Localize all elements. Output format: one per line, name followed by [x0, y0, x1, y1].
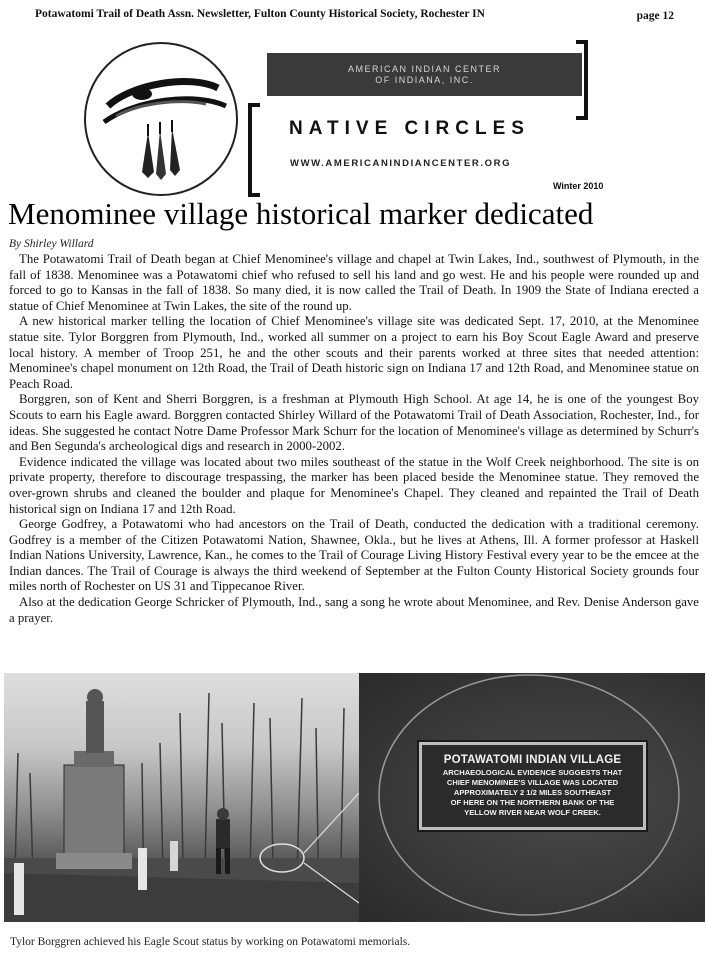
plaque-line: OF HERE ON THE NORTHERN BANK OF THE [450, 798, 615, 807]
article-body [9, 252, 699, 626]
historical-marker-plaque [419, 742, 646, 830]
feathers-logo-icon [84, 42, 238, 196]
page-number: page 12 [636, 10, 674, 22]
newsletter-header: Potawatomi Trail of Death Assn. Newsletter, Fulton County Historical Society, Rochester IN [35, 8, 485, 20]
article-byline: By Shirley Willard [9, 238, 94, 250]
article-paragraph: The Potawatomi Trail of Death began at Chief Menominee's village and chapel at Twin Lakes, Ind., southwest of Plymouth, in the fall of 1838. Menominee was a Potawatomi chief who refused to sell his land and go west. He and his people were rounded up and forced to go to Kansas in the fall of 1838. So many died, it is now called the Trail of Death. In 1909 the State of Indiana erected a statue of Chief Menominee at Twin Lakes, the site of the round up. [9, 252, 699, 313]
masthead-bracket-left [248, 103, 260, 197]
plaque-line: APPROXIMATELY 2 1/2 MILES SOUTHEAST [453, 788, 612, 797]
article-paragraph: George Godfrey, a Potawatomi who had ancestors on the Trail of Death, conducted the dedication with a traditional ceremony. Godfrey is a member of the Citizen Potawatomi Nation, Shawnee, Okla., but he lives at Athens, Ill. A former professor at Haskell Indian Nations University, Lawrence, Kan., he comes to the Trail of Courage Living History Festival every year to be the emcee at the Indian dances. The Trail of Courage is always the third weekend of September at the Fulton County Historical Society grounds four miles north of Rochester on US 31 and Tippecanoe River. [9, 517, 699, 594]
banner-line-2: OF INDIANA, INC. [375, 74, 474, 85]
article-paragraph: Borggren, son of Kent and Sherri Borggren, is a freshman at Plymouth High School. At age 14, he is one of the youngest Boy Scouts to earn his Eagle award. Borggren contacted Shirley Willard of the Potawatomi Trail of Death Association, Rochester, Ind., for ideas. She suggested he contact Notre Dame Professor Mark Schurr for the location of Menominee's village as determined by Schurr's and Ben Segunda's archeological digs and research in 2000-2002. [9, 392, 699, 454]
plaque-line: CHIEF MENOMINEE'S VILLAGE WAS LOCATED [446, 778, 619, 787]
masthead-banner [267, 53, 582, 96]
banner-line-1: AMERICAN INDIAN CENTER [347, 63, 501, 74]
photo-caption: Tylor Borggren achieved his Eagle Scout status by working on Potawatomi memorials. [10, 936, 411, 948]
plaque-line: YELLOW RIVER NEAR WOLF CREEK. [464, 808, 601, 817]
plaque-line: ARCHAEOLOGICAL EVIDENCE SUGGESTS THAT [442, 768, 623, 777]
photo-statue-scene [4, 673, 359, 922]
masthead-url: WWW.AMERICANINDIANCENTER.ORG [290, 158, 512, 169]
masthead-title: NATIVE CIRCLES [289, 118, 530, 139]
article-paragraph: Also at the dedication George Schricker of Plymouth, Ind., sang a song he wrote about Menominee, and Rev. Denise Anderson gave a prayer. [9, 595, 699, 625]
article-paragraph: Evidence indicated the village was located about two miles southeast of the statue in the Wolf Creek neighborhood. The site is on private property, therefore to discourage trespassing, the marker has been placed beside the Menominee statue. They removed the over-grown shrubs and cleaned the boulder and plaque for Menominee's Chapel. They cleaned and repainted the Trail of Death historical sign on Indiana 17 and 12th Road. [9, 454, 699, 516]
issue-date: Winter 2010 [553, 181, 604, 191]
article-title: Menominee village historical marker dedicated [8, 196, 594, 231]
plaque-title: POTAWATOMI INDIAN VILLAGE [443, 754, 622, 766]
article-paragraph: A new historical marker telling the location of Chief Menominee's village site was dedicated Sept. 17, 2010, at the Menominee statue site. Tylor Borggren from Plymouth, Ind., worked all summer on a project to earn his Boy Scout Eagle Award and preserve local history. A member of Troop 251, he and the other scouts and their parents worked at three sites that needed attention: Menominee's chapel monument on 12th Road, the Trail of Death historic sign on Indiana 17 and 12th Road, and Menominee statue on Peach Road. [9, 314, 699, 391]
